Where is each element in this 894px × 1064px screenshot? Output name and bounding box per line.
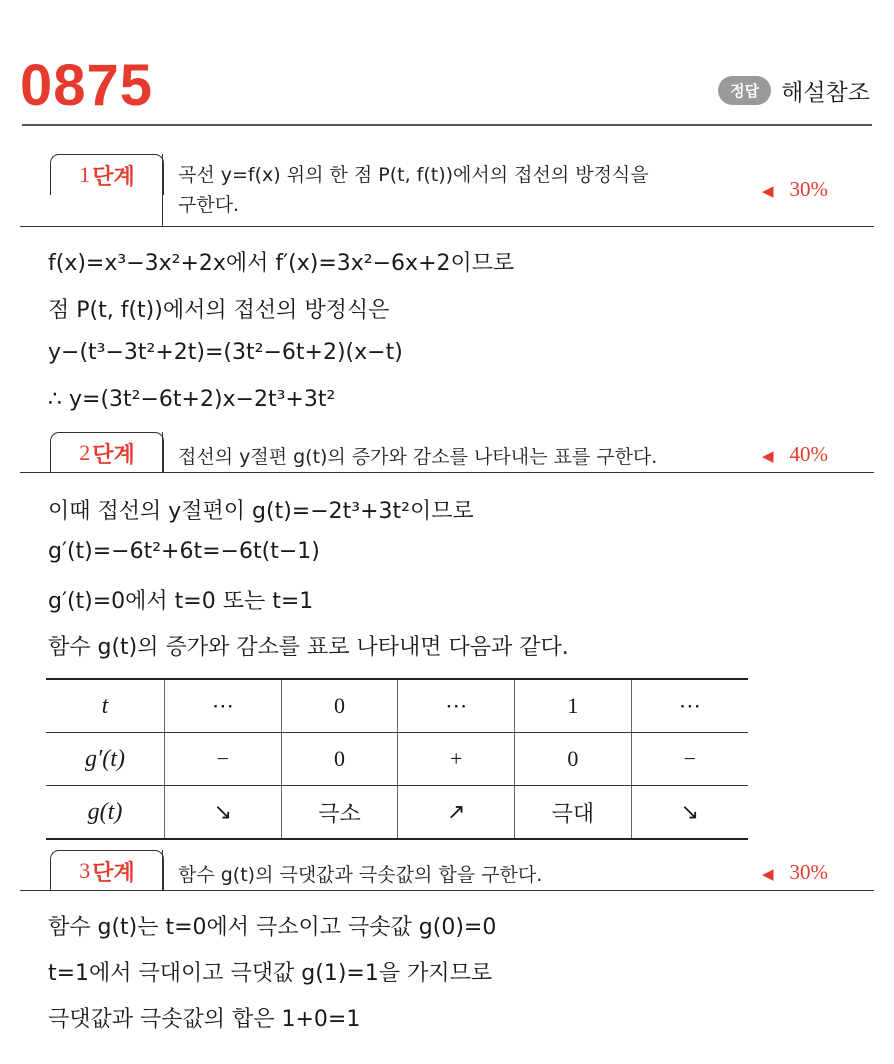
step3-divider (162, 850, 163, 890)
step3-underline (20, 890, 874, 891)
step2-description: 접선의 y절편 g(t)의 증가와 감소를 나타내는 표를 구한다. (178, 446, 658, 468)
step1-percent (762, 177, 828, 202)
step3-description: 함수 g(t)의 극댓값과 극솟값의 합을 구한다. (178, 864, 543, 886)
step2-number: 2 (79, 440, 91, 465)
table-cell: − (165, 733, 282, 786)
left-triangle-icon: ◀ (762, 184, 774, 200)
table-cell: 0 (281, 679, 398, 733)
table-cell: g′(t) (46, 733, 165, 786)
step3-percent (762, 860, 828, 885)
increase-decrease-table (46, 678, 748, 840)
table-cell: g(t) (46, 786, 165, 840)
step1-line-4: ∴ y=(3t²−6t+2)x−2t³+3t² (48, 387, 336, 412)
step3-label-box (50, 850, 164, 891)
table-cell: 0 (281, 733, 398, 786)
step1-line-2: 점 P(t, f(t))에서의 접선의 방정식은 (48, 298, 390, 323)
table-row (46, 733, 748, 786)
step3-percent-value: 30% (789, 860, 829, 884)
table-cell: 극소 (281, 786, 398, 840)
step2-underline (20, 472, 874, 473)
table-cell: + (398, 733, 515, 786)
step1-underline (20, 226, 874, 227)
step2-label-box (50, 432, 164, 473)
step1-label: 단계 (92, 164, 135, 190)
step1-line-3: y−(t³−3t²+2t)=(3t²−6t+2)(x−t) (48, 340, 403, 365)
left-triangle-icon: ◀ (762, 867, 774, 883)
step3-line-2: t=1에서 극대이고 극댓값 g(1)=1을 가지므로 (48, 961, 493, 986)
step3-line-3: 극댓값과 극솟값의 합은 1+0=1 (48, 1007, 361, 1032)
table-cell: ↗ (398, 786, 515, 840)
table-cell: ↘ (165, 786, 282, 840)
step2-line-4: 함수 g(t)의 증가와 감소를 표로 나타내면 다음과 같다. (48, 635, 569, 660)
step2-percent-value: 40% (789, 442, 829, 466)
table-cell: ⋯ (631, 679, 748, 733)
step2-line-3: g′(t)=0에서 t=0 또는 t=1 (48, 589, 314, 614)
step2-divider (162, 432, 163, 472)
step1-percent-value: 30% (789, 177, 829, 201)
table-cell: 0 (515, 733, 632, 786)
table-cell: − (631, 733, 748, 786)
table-cell: 1 (515, 679, 632, 733)
step2-line-2: g′(t)=−6t²+6t=−6t(t−1) (48, 539, 320, 564)
table-row (46, 679, 748, 733)
step3-line-1: 함수 g(t)는 t=0에서 극소이고 극솟값 g(0)=0 (48, 915, 497, 940)
step3-label: 단계 (92, 860, 135, 886)
table-row (46, 786, 748, 840)
answer-badge: 정답 (718, 76, 771, 105)
table-cell: ↘ (631, 786, 748, 840)
step2-line-1: 이때 접선의 y절편이 g(t)=−2t³+3t²이므로 (48, 499, 474, 524)
step2-label: 단계 (92, 442, 135, 468)
table-cell: 극대 (515, 786, 632, 840)
left-triangle-icon: ◀ (762, 449, 774, 465)
problem-number: 0875 (20, 53, 154, 118)
answer-text: 해설참조 (781, 80, 870, 106)
answer-area (718, 74, 870, 107)
table-cell: ⋯ (165, 679, 282, 733)
table-cell: ⋯ (398, 679, 515, 733)
step1-desc-line2: 구한다. (178, 194, 240, 216)
table-cell: t (46, 679, 165, 733)
step2-percent (762, 442, 828, 467)
step1-desc-line1: 곡선 y=f(x) 위의 한 점 P(t, f(t))에서의 접선의 방정식을 (178, 164, 649, 186)
step3-number: 3 (79, 858, 91, 883)
step1-label-box (50, 154, 164, 195)
step1-description (178, 160, 649, 220)
step1-line-1: f(x)=x³−3x²+2x에서 f′(x)=3x²−6x+2이므로 (48, 251, 515, 276)
step1-number: 1 (79, 162, 91, 187)
header-divider (22, 124, 872, 126)
step1-divider (162, 154, 163, 226)
